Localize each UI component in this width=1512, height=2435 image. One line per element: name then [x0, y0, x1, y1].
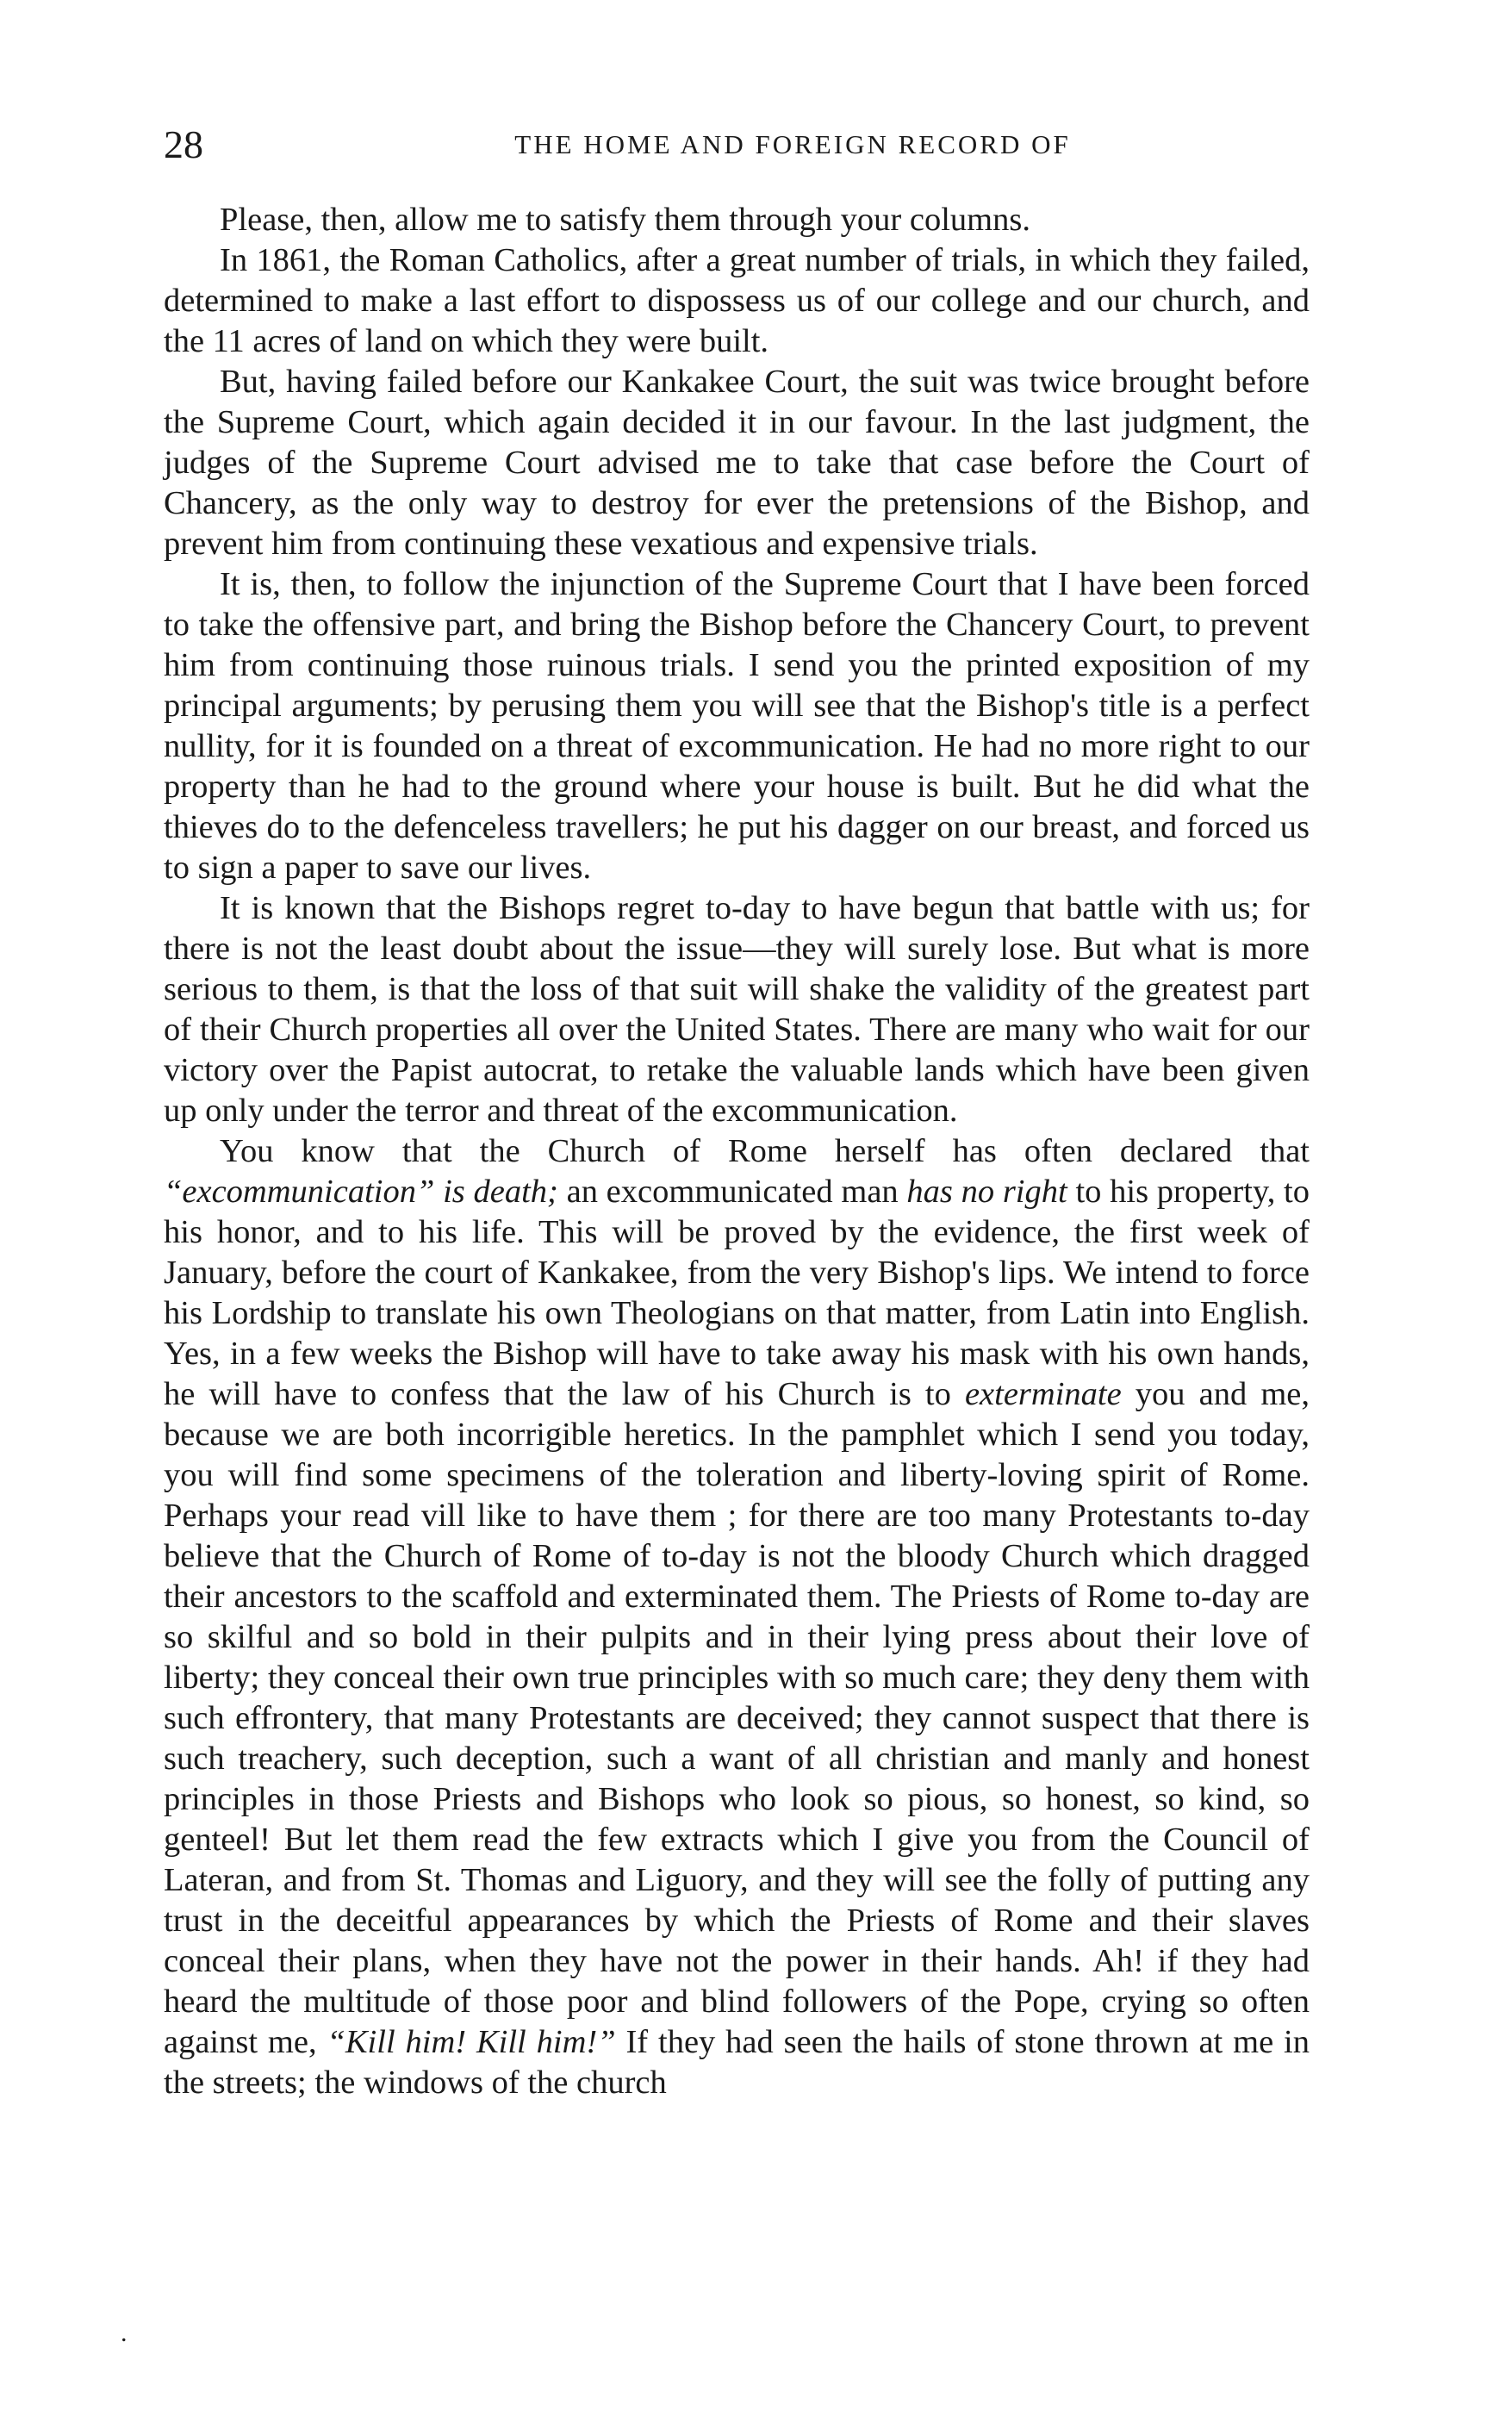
- p6-text-i: If they had seen the hails of stone thrown at me in the streets; the windows of the church: [164, 2024, 1310, 2101]
- running-title: THE HOME AND FOREIGN RECORD OF: [514, 129, 1071, 159]
- p6-italic-no-right: has no right: [906, 1174, 1067, 1210]
- paragraph-4: It is, then, to follow the injunction of the Supreme Court that I have been forced to take the offensive part, and bring the Bishop before the Chancery Court, to prevent him from continuing those ruinous trials. I send you the printed exposition of my principal arguments; by perusing them you will see that the Bishop's title is a perfect nullity, for it is founded on a threat of excommunication. He had no more right to our property than he had to the ground where your house is built. But he did what the thieves do to the defenceless travellers; he put his dagger on our breast, and forced us to sign a paper to save our lives.: [164, 566, 1310, 886]
- p6-text-e: to his property, to his honor, and to his life. This will be proved by the evidence, the first week of January, before the court of Kankakee, from the very Bishop's lips. We intend to force his Lordship to translate his own Theologians on that matter, from Latin into English. Yes, in a few weeks the Bishop will have to take away his mask with his own hands, he will have to confess that the law of his Church is to: [164, 1174, 1310, 1412]
- running-head: [164, 119, 1310, 171]
- paragraph-3: But, having failed before our Kankakee Court, the suit was twice brought before the Supreme Court, which again decided it in our favour. In the last judgment, the judges of the Supreme Court advised me to take that case before the Court of Chancery, as the only way to destroy for ever the pretensions of the Bishop, and prevent him from continuing these vexatious and expensive trials.: [164, 364, 1310, 562]
- p6-italic-excommunication: “excommunication” is death;: [164, 1174, 558, 1210]
- p6-text-c: an excommunicated man: [557, 1174, 907, 1210]
- paragraph-2: In 1861, the Roman Catholics, after a great number of trials, in which they failed, determined to make a last effort to dispossess us of our college and our church, and the 11 acres of land on which they were built.: [164, 242, 1310, 359]
- page-number: 28: [164, 122, 203, 166]
- p6-text-g: you and me, because we are both incorrigible heretics. In the pamphlet which I send you today, you will find some specimens of the toleration and liberty-loving spirit of Rome. Perhaps your read vill like to have them ; for there are too many Protestants to-day believe that the Church of Rome of to-day is not the bloody Church which dragged their ancestors to the scaffold and exterminated them. The Priests of Rome to-day are so skilful and so bold in their pulpits and in their lying press about their love of liberty; they conceal their own true principles with so much care; they deny them with such effrontery, that many Protestants are deceived; they cannot suspect that there is such treachery, such deception, such a want of all christian and manly and honest principles in those Priests and Bishops who look so pious, so honest, so kind, so genteel! But let them read the few extracts which I give you from the Council of Lateran, and from St. Thomas and Liguory, and they will see the folly of putting any trust in the deceitful appearances by which the Priests of Rome and their slaves conceal their plans, when they have not the power in their hands. Ah! if they had heard the multitude of those poor and blind followers of the Pope, crying so often against me,: [164, 1376, 1310, 2060]
- p6-italic-exterminate: exterminate: [964, 1376, 1122, 1412]
- paragraph-6: [164, 1131, 1310, 2103]
- paragraph-1: Please, then, allow me to satisfy them through your columns.: [220, 202, 1030, 238]
- paragraph-5: It is known that the Bishops regret to-day to have begun that battle with us; for there is not the least doubt about the issue—they will surely lose. But what is more serious to them, is that the loss of that suit will shake the validity of the greatest part of their Church properties all over the United States. There are many who wait for our victory over the Papist autocrat, to retake the valuable lands which have been given up only under the terror and threat of the excommunication.: [164, 890, 1310, 1129]
- p6-italic-kill-him: “Kill him! Kill him!”: [327, 2024, 616, 2060]
- body-text: [164, 200, 1310, 2103]
- p6-text-a: You know that the Church of Rome herself has often declared that: [220, 1133, 1310, 1169]
- margin-mark: .: [121, 2319, 128, 2347]
